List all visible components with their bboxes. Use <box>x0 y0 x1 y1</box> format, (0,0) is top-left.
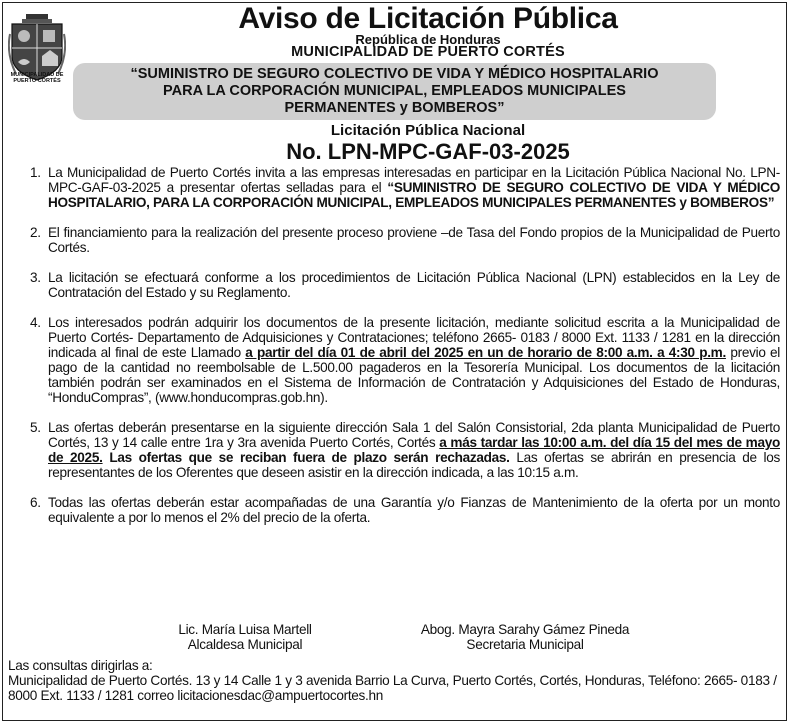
footer-heading: Las consultas dirigirlas a: <box>8 658 153 673</box>
item-text-underlined: a partir del día 01 de abril del 2025 en un de horario de 8:00 a.m. a 4:30 p.m. <box>245 345 726 360</box>
signature-left <box>150 622 340 652</box>
notice-title: Aviso de Licitación Pública <box>238 2 618 35</box>
item-number: 1. <box>30 165 41 180</box>
notice-items <box>30 165 780 525</box>
item-text: Las ofertas deberán presentarse en la siguiente dirección Sala 1 del Salón Consistorial, 2da planta Municipalidad de Puerto Cortés, 13 y 14 calle entre 1ra y 3ra avenida Puerto Cortés, Cortés <box>48 420 780 450</box>
notice-item-2 <box>30 225 780 255</box>
tender-number: No. LPN-MPC-GAF-03-2025 <box>286 139 570 164</box>
item-text-bold: “SUMINISTRO DE SEGURO COLECTIVO DE VIDA Y MÉDICO HOSPITALARIO, PARA LA CORPORACIÓN MUNICIPAL, EMPLEADOS MUNICIPALES PERMANENTES y BOMBEROS” <box>48 180 780 210</box>
banner-line: PERMANENTES y BOMBEROS” <box>284 100 505 116</box>
item-text: Los interesados podrán adquirir los documentos de la presente licitación, mediante solicitud escrita a la Municipalidad de Puerto Cortés- Departamento de Adquisiciones y Contrataciones; teléfono 2665- 0183 / 8000 Ext. 1133 / 1281 en la dirección indicada al final de este Llamado <box>48 315 780 360</box>
notice-item-5 <box>30 420 780 480</box>
signatory-title: Alcaldesa Municipal <box>187 637 303 652</box>
notice-item-1 <box>30 165 780 210</box>
contact-footer <box>8 658 782 703</box>
notice-item-4 <box>30 315 780 405</box>
item-number: 4. <box>30 315 41 330</box>
item-text: La Municipalidad de Puerto Cortés invita a las empresas interesadas en participar en la Licitación Pública Nacional No. LPN-MPC-GAF-03-2025 a presentar ofertas selladas para el <box>48 165 780 195</box>
item-text-bold: Las ofertas que se reciban fuera de plazo serán rechazadas. <box>102 450 510 465</box>
item-number: 6. <box>30 495 41 510</box>
item-number: 3. <box>30 270 41 285</box>
item-text: Las ofertas se abrirán en presencia de los representantes de los Oferentes que deseen asistir en la dirección indicada, a las 10:15 a.m. <box>48 450 780 480</box>
banner-line: “SUMINISTRO DE SEGURO COLECTIVO DE VIDA Y MÉDICO HOSPITALARIO <box>130 66 659 82</box>
notice-item-3 <box>30 270 780 300</box>
signature-right <box>400 622 650 652</box>
item-number: 5. <box>30 420 41 435</box>
signatory-title: Secretaria Municipal <box>466 637 584 652</box>
item-text: El financiamiento para la realización del presente proceso proviene –de Tasa del Fondo propios de la Municipalidad de Puerto Cortés. <box>48 225 780 255</box>
item-number: 2. <box>30 225 41 240</box>
tender-type-label: Licitación Pública Nacional <box>330 122 526 139</box>
tender-subject-banner <box>73 63 716 120</box>
footer-contact: Municipalidad de Puerto Cortés. 13 y 14 Calle 1 y 3 avenida Barrio La Curva, Puerto Cortés, Cortés, Honduras, Teléfono: 2665- 0183 / 8000 Ext. 1133 / 1281 correo licitacionesdac@ampuertocortes.hn <box>8 673 777 703</box>
crest-caption: MUNICIPALIDAD DE PUERTO CORTÉS <box>10 72 64 84</box>
signatory-name: Abog. Mayra Sarahy Gámez Pineda <box>420 622 630 637</box>
item-text-underlined: a más tardar las 10:00 a.m. del día 15 del mes de mayo de 2025. <box>48 435 780 465</box>
item-text: previo el pago de la cantidad no reembolsable de L.500.00 pagaderos en la Tesorería Municipal. Los documentos de la licitación también podrán ser examinados en el Sistema de Información de Contratación y Adquisiciones del Estado de Honduras, “HonduCompras”, (www.honducompras.gob.hn). <box>48 345 781 405</box>
signatory-name: Lic. María Luisa Martell <box>178 622 312 637</box>
country-subtitle: República de Honduras <box>355 32 501 47</box>
item-text: La licitación se efectuará conforme a los procedimientos de Licitación Pública Nacional (LPN) establecidos en la Ley de Contratación del Estado y su Reglamento. <box>48 270 780 300</box>
notice-item-6 <box>30 495 780 525</box>
municipality-subtitle: MUNICIPALIDAD DE PUERTO CORTÉS <box>291 44 565 60</box>
banner-line: PARA LA CORPORACIÓN MUNICIPAL, EMPLEADOS MUNICIPALES <box>163 83 626 99</box>
item-text: Todas las ofertas deberán estar acompañadas de una Garantía y/o Fianzas de Mantenimiento de la oferta por un monto equivalente a por lo menos el 2% del precio de la oferta. <box>48 495 780 525</box>
